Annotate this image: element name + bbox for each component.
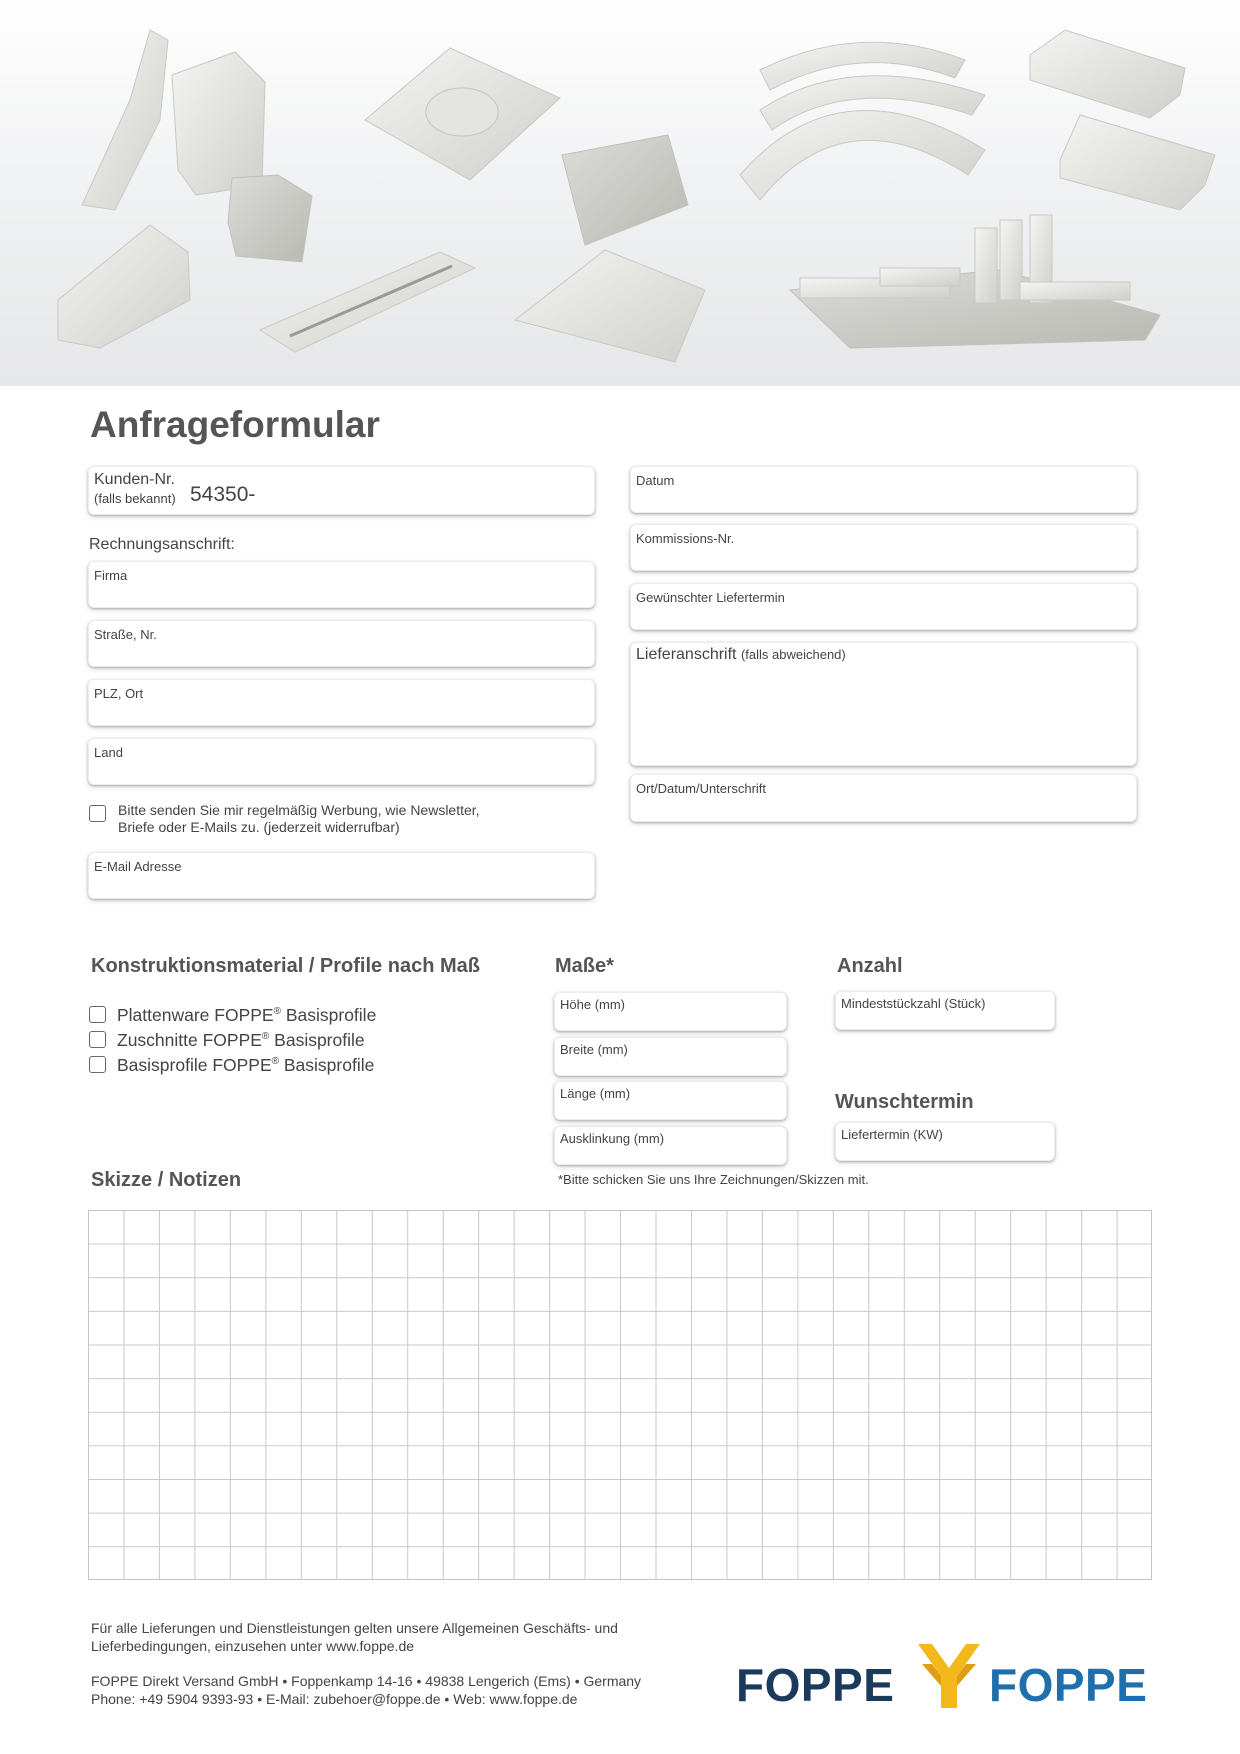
wish-date-field[interactable] [835, 1122, 1055, 1161]
registered-mark: ® [273, 1006, 281, 1018]
email-label: E-Mail Adresse [94, 859, 182, 874]
signature-field[interactable] [630, 774, 1137, 822]
option-sheet-prefix: Plattenware FOPPE [117, 1005, 274, 1025]
logo-word-left: FOPPE [736, 1659, 895, 1711]
customer-number-field[interactable] [88, 466, 595, 515]
notch-input[interactable] [559, 1146, 782, 1162]
newsletter-text-line2: Briefe oder E-Mails zu. (jederzeit widerrufbar) [118, 819, 400, 835]
quantity-input[interactable] [840, 1011, 1050, 1027]
company-contact: Phone: +49 5904 9393-93 • E-Mail: zubehoer@foppe.de • Web: www.foppe.de [91, 1691, 578, 1707]
wish-date-label: Liefertermin (KW) [841, 1127, 943, 1142]
foppe-logo [736, 1640, 1162, 1716]
street-label: Straße, Nr. [94, 627, 157, 642]
company-input[interactable] [93, 584, 590, 604]
option-profiles-label [117, 1055, 374, 1076]
terms-line-1: Für alle Lieferungen und Dienstleistungen gelten unsere Allgemeinen Geschäfts- und [91, 1620, 618, 1636]
height-label: Höhe (mm) [560, 997, 626, 1012]
customer-number-label: Kunden-Nr. [94, 471, 175, 488]
option-sheet-label [117, 1005, 376, 1026]
dimensions-heading: Maße* [555, 955, 614, 977]
email-input[interactable] [93, 875, 590, 895]
product-banner-image [0, 0, 1240, 386]
registered-mark: ® [261, 1031, 270, 1043]
quantity-heading: Anzahl [837, 955, 903, 977]
wish-date-heading: Wunschtermin [835, 1091, 974, 1113]
length-label: Länge (mm) [560, 1086, 631, 1101]
sketch-grid[interactable] [88, 1210, 1152, 1580]
option-profiles-checkbox[interactable] [89, 1056, 106, 1073]
commission-number-input[interactable] [635, 547, 1132, 567]
signature-label: Ort/Datum/Unterschrift [636, 781, 767, 796]
email-field[interactable] [88, 852, 595, 899]
page-title: Anfrageformular [90, 404, 380, 445]
delivery-address-label [636, 646, 846, 664]
customer-number-value: 54350- [190, 483, 256, 506]
company-field[interactable] [88, 561, 595, 608]
option-cut-checkbox[interactable] [89, 1031, 106, 1048]
signature-input[interactable] [635, 798, 1132, 818]
sketch-heading: Skizze / Notizen [91, 1169, 242, 1191]
newsletter-text-line1: Bitte senden Sie mir regelmäßig Werbung, wie Newsletter, [118, 802, 480, 818]
city-field[interactable] [88, 679, 595, 726]
option-profiles-suffix: Basisprofile [279, 1055, 375, 1075]
logo-y-emblem-icon [914, 1642, 984, 1710]
option-cut-label [117, 1030, 365, 1051]
country-field[interactable] [88, 738, 595, 785]
country-label: Land [94, 745, 123, 760]
notch-field[interactable] [554, 1126, 787, 1165]
billing-address-heading: Rechnungsanschrift: [89, 536, 235, 553]
product-photos [0, 0, 1240, 386]
option-profiles-prefix: Basisprofile FOPPE [117, 1055, 272, 1075]
option-cut-prefix: Zuschnitte FOPPE [117, 1030, 262, 1050]
delivery-date-label: Gewünschter Liefertermin [636, 590, 785, 605]
height-field[interactable] [554, 992, 787, 1031]
option-sheet-suffix: Basisprofile [280, 1005, 377, 1025]
delivery-date-field[interactable] [630, 583, 1137, 630]
delivery-address-input[interactable] [635, 669, 1132, 762]
width-field[interactable] [554, 1037, 787, 1076]
height-input[interactable] [559, 1012, 782, 1028]
quantity-field[interactable] [835, 991, 1055, 1030]
delivery-address-note: (falls abweichend) [740, 647, 846, 662]
wish-date-input[interactable] [840, 1142, 1050, 1158]
date-label: Datum [636, 473, 675, 488]
terms-line-2: Lieferbedingungen, einzusehen unter www.foppe.de [91, 1638, 415, 1654]
city-label: PLZ, Ort [94, 686, 144, 701]
company-label: Firma [94, 568, 128, 583]
option-cut-suffix: Basisprofile [269, 1030, 365, 1050]
city-input[interactable] [93, 702, 590, 722]
sketch-note: *Bitte schicken Sie uns Ihre Zeichnungen/Skizzen mit. [558, 1172, 869, 1187]
date-input[interactable] [635, 489, 1132, 509]
length-input[interactable] [559, 1101, 782, 1117]
notch-label: Ausklinkung (mm) [560, 1131, 665, 1146]
logo-word-right: FOPPE [989, 1659, 1148, 1711]
quantity-label: Mindeststückzahl (Stück) [841, 996, 986, 1011]
option-sheet-checkbox[interactable] [89, 1006, 106, 1023]
delivery-address-field[interactable] [630, 642, 1137, 766]
registered-mark: ® [271, 1056, 280, 1068]
street-field[interactable] [88, 620, 595, 667]
date-field[interactable] [630, 466, 1137, 513]
newsletter-checkbox[interactable] [89, 805, 106, 822]
length-field[interactable] [554, 1081, 787, 1120]
delivery-address-label-text: Lieferanschrift [636, 646, 737, 663]
commission-number-field[interactable] [630, 524, 1137, 571]
company-address: FOPPE Direkt Versand GmbH • Foppenkamp 14-16 • 49838 Lengerich (Ems) • Germany [91, 1673, 642, 1689]
customer-number-sublabel: (falls bekannt) [94, 491, 176, 506]
width-label: Breite (mm) [560, 1042, 628, 1057]
country-input[interactable] [93, 761, 590, 781]
street-input[interactable] [93, 643, 590, 663]
width-input[interactable] [559, 1057, 782, 1073]
material-heading: Konstruktionsmaterial / Profile nach Maß [91, 955, 480, 977]
delivery-date-input[interactable] [635, 606, 1132, 626]
commission-number-label: Kommissions-Nr. [636, 531, 735, 546]
